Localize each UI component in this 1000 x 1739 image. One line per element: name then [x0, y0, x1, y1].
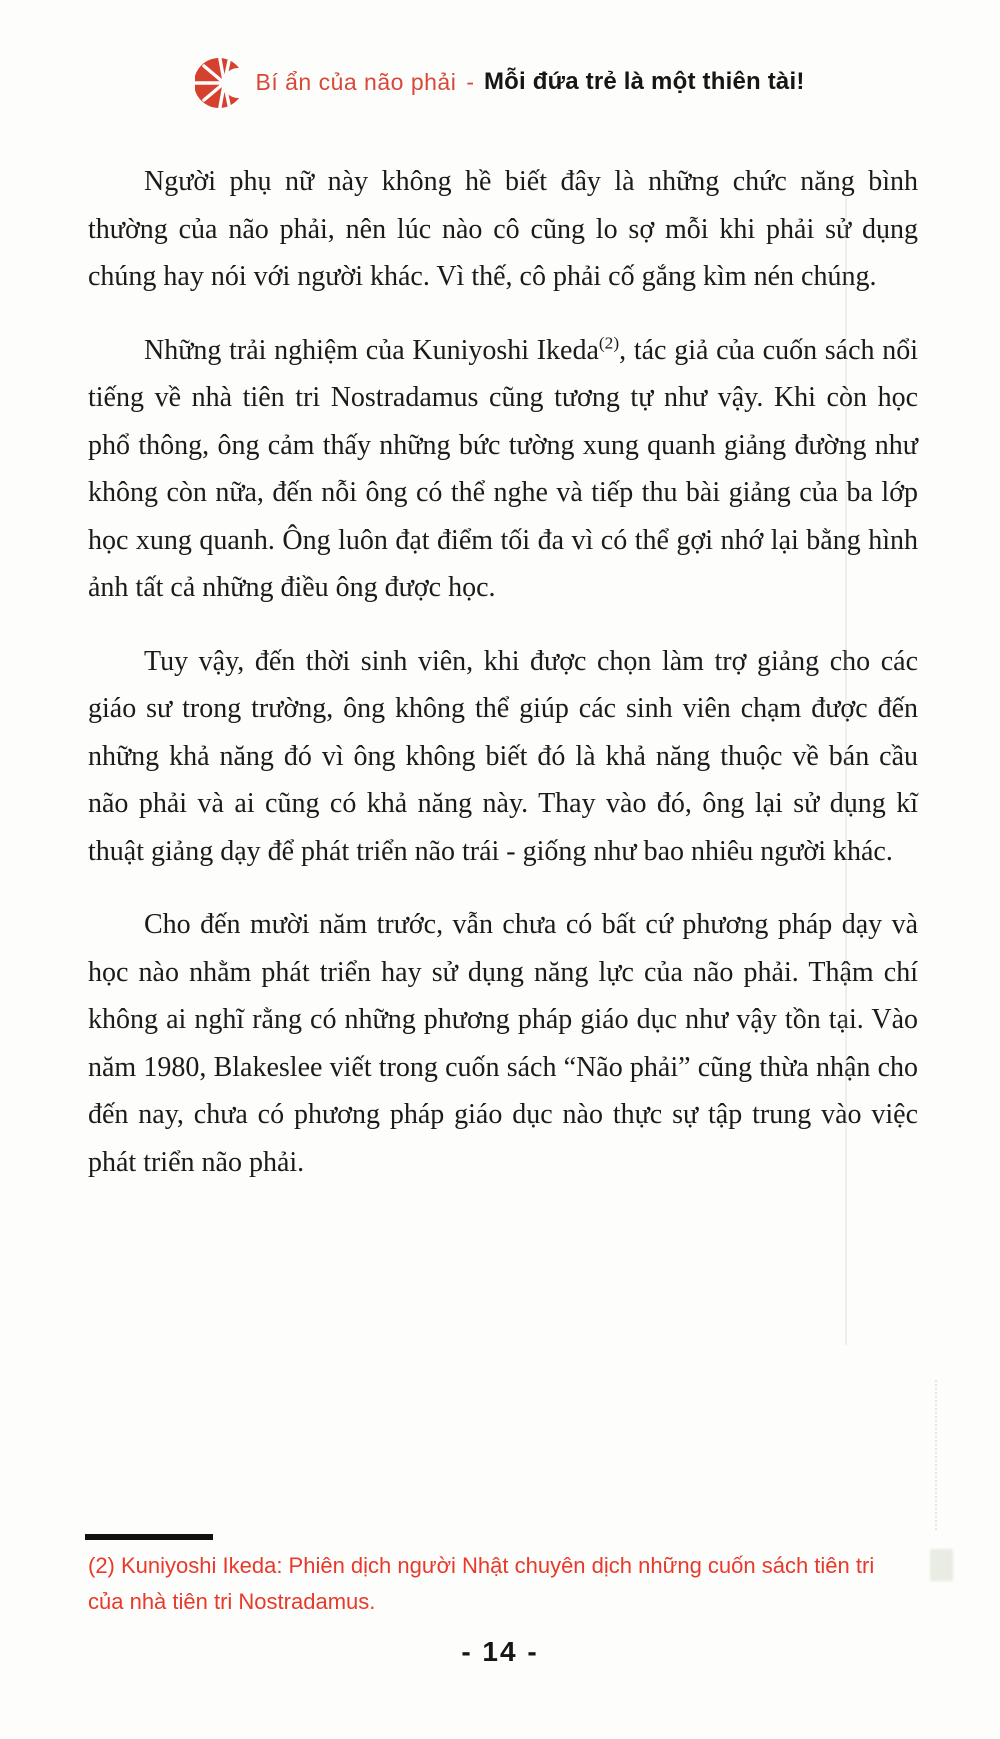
footnote-marker: (2) — [598, 333, 620, 353]
series-title: Bí ẩn của não phải — [255, 68, 457, 95]
scan-smudge-artifact — [930, 1549, 953, 1581]
paragraph-2-text-continued: , tác giả của cuốn sách nổi tiếng về nhà tiên tri Nostradamus cũng tương tự như vậy. Khi còn học phổ thông, ông cảm thấy những bức tường xung quanh giảng đường như không còn nữa, đến nỗi ông có thể nghe và tiếp thu bài giảng của ba lớp học xung quanh. Ông luôn đạt điểm tối đa vì có thể gợi nhớ lại bằng hình ảnh tất cả những điều ông được học. — [88, 334, 919, 603]
page-number: - 14 - — [461, 1636, 539, 1667]
page-body — [88, 158, 918, 1212]
scan-dotted-artifact — [935, 1380, 937, 1530]
footnote-divider — [85, 1534, 213, 1540]
book-title: Mỗi đứa trẻ là một thiên tài! — [483, 68, 805, 95]
page-header — [0, 50, 1000, 114]
scan-edge-artifact — [845, 195, 847, 1345]
brain-half-icon — [195, 54, 245, 112]
title-separator: - — [466, 68, 474, 95]
footnote-text: (2) Kuniyoshi Ikeda: Phiên dịch người Nhật chuyên dịch những cuốn sách tiên tri của nhà tiên tri Nostradamus. — [88, 1553, 875, 1614]
paragraph-4: Cho đến mười năm trước, vẫn chưa có bất cứ phương pháp dạy và học nào nhằm phát triển hay sử dụng năng lực của não phải. Thậm chí không ai nghĩ rằng có những phương pháp giáo dục như vậy tồn tại. Vào năm 1980, Blakeslee viết trong cuốn sách “Não phải” cũng thừa nhận cho đến nay, chưa có phương pháp giáo dục nào thực sự tập trung vào việc phát triển não phải. — [88, 909, 918, 1178]
paragraph-2 — [88, 327, 918, 612]
paragraph-2-text: Những trải nghiệm của Kuniyoshi Ikeda — [144, 334, 599, 366]
paragraph-1: Người phụ nữ này không hề biết đây là những chức năng bình thường của não phải, nên lúc nào cô cũng lo sợ mỗi khi phải sử dụng chúng hay nói với người khác. Vì thế, cô phải cố gắng kìm nén chúng. — [88, 166, 918, 292]
paragraph-3: Tuy vậy, đến thời sinh viên, khi được chọn làm trợ giảng cho các giáo sư trong trường, ông không thể giúp các sinh viên chạm được đến những khả năng đó vì ông không biết đó là khả năng thuộc về bán cầu não phải và ai cũng có khả năng này. Thay vào đó, ông lại sử dụng kĩ thuật giảng dạy để phát triển não trái - giống như bao nhiêu người khác. — [88, 645, 918, 867]
